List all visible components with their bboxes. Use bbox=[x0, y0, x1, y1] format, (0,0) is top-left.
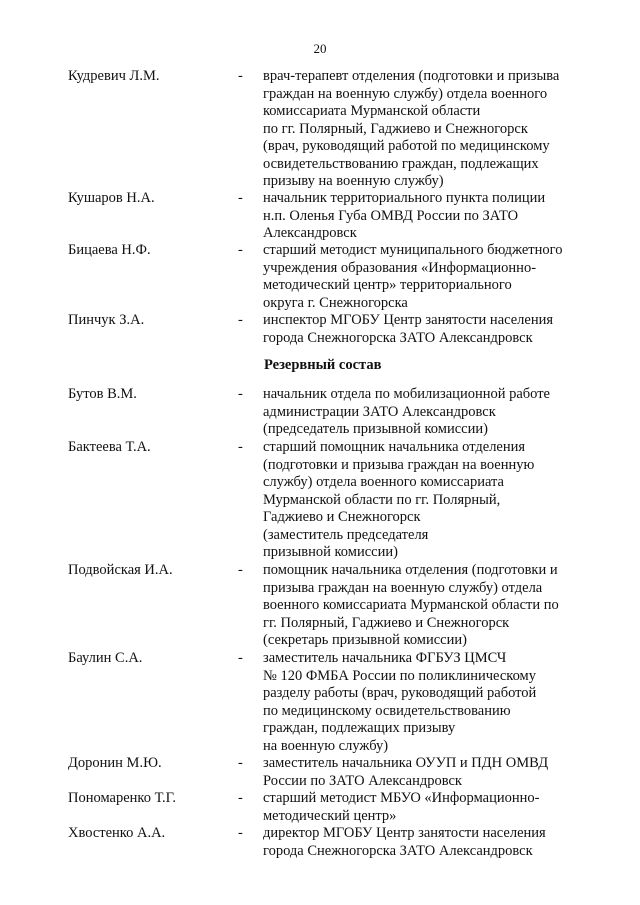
description-line: призыва граждан на военную службу) отдела bbox=[263, 579, 543, 596]
member-dash: - bbox=[238, 190, 243, 206]
member-name: Хвостенко А.А. bbox=[68, 825, 166, 841]
description-line: инспектор МГОБУ Центр занятости населения bbox=[263, 312, 554, 328]
member-dash: - bbox=[238, 650, 243, 666]
member-description bbox=[263, 190, 593, 243]
member-dash: - bbox=[238, 242, 243, 258]
description-line: (подготовки и призыва граждан на военную bbox=[263, 456, 535, 473]
description-line: разделу работы (врач, руководящий работой bbox=[263, 685, 537, 701]
member-description bbox=[263, 439, 593, 562]
description-line: России по ЗАТО Александровск bbox=[263, 772, 462, 789]
member-name: Бицаева Н.Ф. bbox=[68, 242, 151, 258]
description-line: освидетельствованию граждан, подлежащих bbox=[263, 155, 539, 172]
member-dash: - bbox=[238, 755, 243, 771]
description-line: методический центр» bbox=[263, 807, 397, 824]
description-line: (врач, руководящий работой по медицинскому bbox=[263, 138, 550, 154]
description-line: № 120 ФМБА России по поликлиническому bbox=[263, 667, 536, 684]
member-name: Пинчук З.А. bbox=[68, 312, 145, 328]
description-line: начальник территориального пункта полиции bbox=[263, 190, 546, 206]
description-line: старший методист МБУО «Информационно- bbox=[263, 790, 540, 806]
description-line: Александровск bbox=[263, 225, 357, 241]
description-line: заместитель начальника ФГБУЗ ЦМСЧ bbox=[263, 650, 507, 666]
member-description bbox=[263, 386, 593, 439]
member-description bbox=[263, 755, 593, 790]
description-line: (секретарь призывной комиссии) bbox=[263, 632, 467, 648]
description-line: по гг. Полярный, Гаджиево и Снежногорск bbox=[263, 120, 528, 137]
member-description bbox=[263, 650, 593, 755]
description-line: старший методист муниципального бюджетного bbox=[263, 242, 563, 258]
member-description bbox=[263, 68, 593, 191]
description-line: старший помощник начальника отделения bbox=[263, 439, 526, 455]
description-line: Мурманской области по гг. Полярный, bbox=[263, 491, 501, 508]
description-line: службу) отдела военного комиссариата bbox=[263, 474, 504, 490]
member-description bbox=[263, 562, 593, 650]
member-description bbox=[263, 312, 593, 347]
description-line: военного комиссариата Мурманской области по bbox=[263, 597, 559, 613]
member-name: Кудревич Л.М. bbox=[68, 68, 160, 84]
member-name: Бактеева Т.А. bbox=[68, 439, 151, 455]
description-line: (заместитель председателя bbox=[263, 526, 429, 543]
page-number: 20 bbox=[313, 41, 327, 56]
description-line: гг. Полярный, Гаджиево и Снежногорск bbox=[263, 614, 510, 631]
member-name: Баулин С.А. bbox=[68, 650, 143, 666]
member-dash: - bbox=[238, 790, 243, 806]
description-line: врач-терапевт отделения (подготовки и призыва bbox=[263, 68, 560, 84]
description-line: города Снежногорска ЗАТО Александровск bbox=[263, 842, 533, 859]
description-line: города Снежногорска ЗАТО Александровск bbox=[263, 329, 533, 346]
description-line: директор МГОБУ Центр занятости населения bbox=[263, 825, 546, 841]
description-line: заместитель начальника ОУУП и ПДН ОМВД bbox=[263, 755, 549, 771]
member-dash: - bbox=[238, 386, 243, 402]
member-name: Кушаров Н.А. bbox=[68, 190, 155, 206]
description-line: на военную службу) bbox=[263, 737, 389, 754]
member-name: Доронин М.Ю. bbox=[68, 755, 162, 771]
description-line: по медицинскому освидетельствованию bbox=[263, 702, 511, 719]
member-dash: - bbox=[238, 312, 243, 328]
description-line: (председатель призывной комиссии) bbox=[263, 421, 488, 437]
description-line: комиссариата Мурманской области bbox=[263, 103, 481, 119]
description-line: помощник начальника отделения (подготовки и bbox=[263, 562, 558, 578]
description-line: граждан, подлежащих призыву bbox=[263, 720, 456, 736]
member-name: Подвойская И.А. bbox=[68, 562, 173, 578]
description-line: призыву на военную службу) bbox=[263, 173, 444, 189]
section-title-reserve: Резервный состав bbox=[264, 357, 382, 373]
member-dash: - bbox=[238, 68, 243, 84]
description-line: граждан на военную службу) отдела военного bbox=[263, 85, 548, 102]
member-dash: - bbox=[238, 562, 243, 578]
description-line: Гаджиево и Снежногорск bbox=[263, 509, 421, 525]
member-description bbox=[263, 825, 593, 860]
member-description bbox=[263, 790, 593, 825]
member-description bbox=[263, 242, 593, 312]
member-dash: - bbox=[238, 439, 243, 455]
description-line: н.п. Оленья Губа ОМВД России по ЗАТО bbox=[263, 207, 519, 224]
description-line: учреждения образования «Информационно- bbox=[263, 259, 537, 276]
member-name: Бутов В.М. bbox=[68, 386, 137, 402]
description-line: администрации ЗАТО Александровск bbox=[263, 403, 496, 420]
member-dash: - bbox=[238, 825, 243, 841]
description-line: методический центр» территориального bbox=[263, 277, 512, 293]
member-name: Пономаренко Т.Г. bbox=[68, 790, 176, 806]
description-line: призывной комиссии) bbox=[263, 544, 398, 560]
description-line: округа г. Снежногорска bbox=[263, 294, 408, 311]
description-line: начальник отдела по мобилизационной работе bbox=[263, 386, 550, 402]
